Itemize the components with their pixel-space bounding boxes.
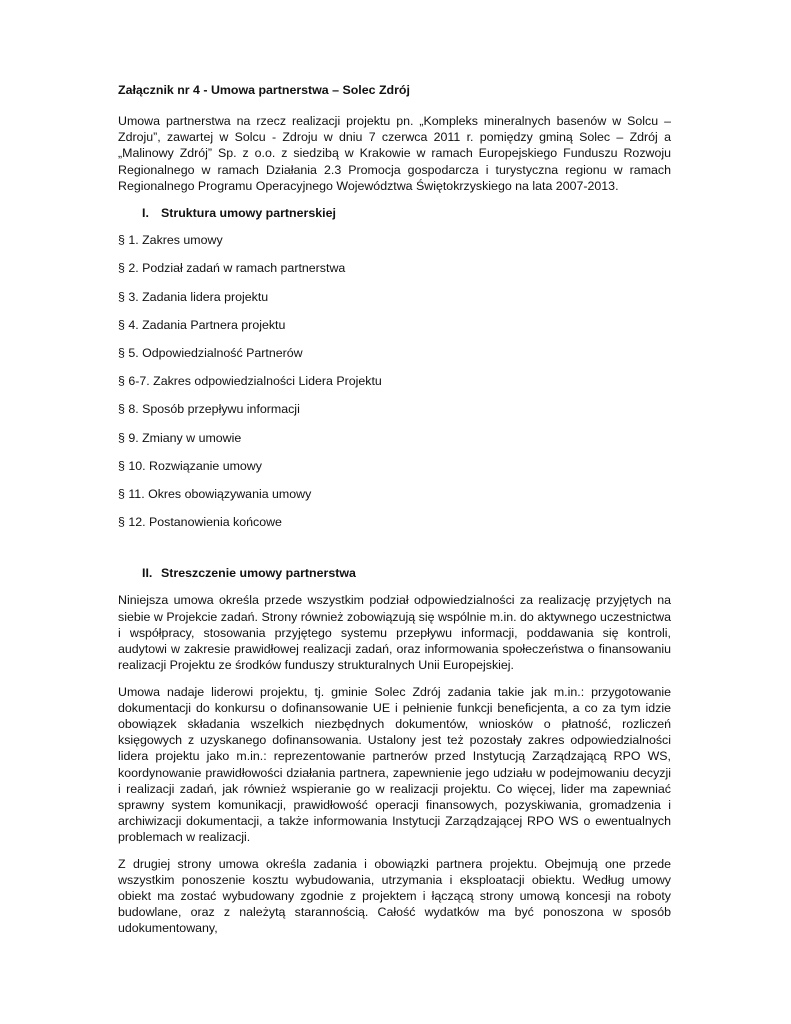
section-title: Streszczenie umowy partnerstwa — [161, 566, 356, 581]
list-item: § 11. Okres obowiązywania umowy — [118, 486, 312, 501]
list-item: § 10. Rozwiązanie umowy — [118, 458, 262, 473]
list-item: § 4. Zadania Partnera projektu — [118, 317, 286, 332]
list-item: § 5. Odpowiedzialność Partnerów — [118, 345, 303, 360]
list-item: § 9. Zmiany w umowie — [118, 430, 242, 445]
summary-paragraph: Niniejsza umowa określa przede wszystkim podział odpowiedzialności za realizację przyjętych na siebie w Projekcie zadań. Strony również zobowiązują się wspólnie m.in. do aktywnego uczestnictwa i współpracy, stosowania przyjętego systemu przepływu informacji, poddawania się kontroli, audytowi w zakresie prawidłowej realizacji zadań, oraz informowania społeczeństwa o finansowaniu realizacji Projektu ze środków funduszy strukturalnych Unii Europejskiej. — [118, 593, 671, 673]
section-heading-structure — [118, 205, 671, 221]
section-number: I. — [142, 206, 149, 221]
summary-paragraph: Umowa nadaje liderowi projektu, tj. gminie Solec Zdrój zadania takie jak m.in.: przygotowanie dokumentacji do konkursu o dofinansowanie UE i pełnienie funkcji beneficjenta, a co za tym idzie obowiązek składania wszelkich niezbędnych dokumentów, wniosków o płatność, rozliczeń księgowych z uzyskanego dofinansowania. Ustalony jest też pozostały zakres odpowiedzialności lidera projektu jako m.in.: reprezentowanie partnerów przed Instytucją Zarządzającą RPO WS, koordynowanie prawidłowości działania partnera, zapewnienie jego udziału w podejmowaniu decyzji i realizacji zadań, jak również wspieranie go w realizacji projektu. Co więcej, lider ma zapewniać sprawny system komunikacji, prawidłowość operacji finansowych, pozyskiwania, gromadzenia i archiwizacji dokumentacji, a także informowania Instytucji Zarządzającej RPO WS o ewentualnych problemach w realizacji. — [118, 684, 671, 845]
list-item: § 6-7. Zakres odpowiedzialności Lidera Projektu — [118, 374, 382, 389]
list-item: § 8. Sposób przepływu informacji — [118, 402, 300, 417]
document-title: Załącznik nr 4 - Umowa partnerstwa – Solec Zdrój — [118, 83, 410, 97]
list-item: § 1. Zakres umowy — [118, 233, 223, 248]
list-item: § 12. Postanowienia końcowe — [118, 515, 282, 530]
section-heading-summary — [118, 565, 671, 581]
section-title: Struktura umowy partnerskiej — [161, 206, 336, 221]
intro-paragraph: Umowa partnerstwa na rzecz realizacji projektu pn. „Kompleks mineralnych basenów w Solcu – Zdroju”, zawartej w Solcu - Zdroju w dniu 7 czerwca 2011 r. pomiędzy gminą Solec – Zdrój a „Malinowy Zdrój” Sp. z o.o. z siedzibą w Krakowie w ramach Europejskiego Funduszu Rozwoju Regionalnego w ramach Działania 2.3 Promocja gospodarcza i turystyczna regionu w ramach Regionalnego Programu Operacyjnego Województwa Świętokrzyskiego na lata 2007-2013. — [118, 114, 671, 193]
structure-list — [118, 232, 671, 530]
document-page — [118, 82, 671, 937]
list-item: § 3. Zadania lidera projektu — [118, 289, 269, 304]
section-number: II. — [142, 566, 153, 581]
list-item: § 2. Podział zadań w ramach partnerstwa — [118, 261, 346, 276]
summary-paragraph: Z drugiej strony umowa określa zadania i obowiązki partnera projektu. Obejmują one przede wszystkim ponoszenie kosztu wybudowania, utrzymania i eksploatacji obiektu. Według umowy obiekt ma zostać wybudowany zgodnie z projektem i łączącą strony umową koncesji na roboty budowlane, oraz z należytą starannością. Całość wydatków ma być ponoszona w sposób udokumentowany, — [118, 856, 671, 936]
